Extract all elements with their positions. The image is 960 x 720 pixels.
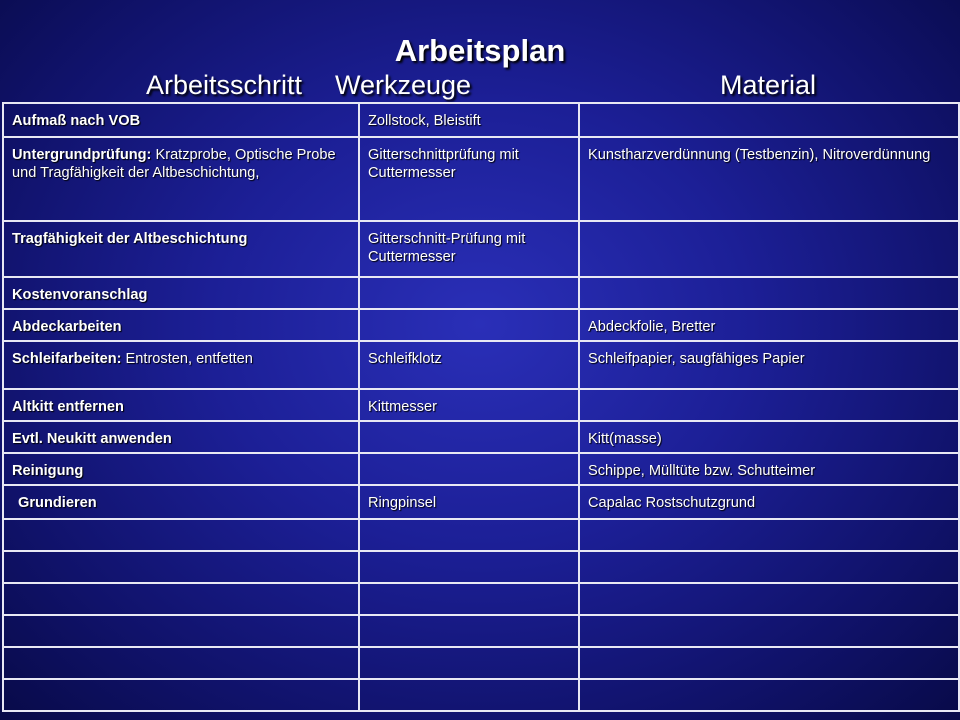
step-cell bbox=[3, 615, 359, 647]
table-row bbox=[3, 519, 959, 551]
material-cell: Kunstharzverdünnung (Testbenzin), Nitroverdünnung bbox=[579, 137, 959, 221]
tool-cell: Kittmesser bbox=[359, 389, 579, 421]
material-cell bbox=[579, 615, 959, 647]
column-headers bbox=[0, 70, 960, 102]
tool-cell: Ringpinsel bbox=[359, 485, 579, 519]
tool-cell bbox=[359, 277, 579, 309]
material-cell: Kitt(masse) bbox=[579, 421, 959, 453]
step-cell bbox=[3, 519, 359, 551]
material-cell: Schleifpapier, saugfähiges Papier bbox=[579, 341, 959, 389]
tool-cell bbox=[359, 519, 579, 551]
step-label: Aufmaß nach VOB bbox=[12, 113, 141, 129]
step-detail: Entrosten, entfetten bbox=[121, 351, 253, 367]
tool-cell bbox=[359, 453, 579, 485]
table-row bbox=[3, 583, 959, 615]
tool-cell bbox=[359, 615, 579, 647]
tool-cell: Zollstock, Bleistift bbox=[359, 103, 579, 137]
step-label: Untergrundprüfung: bbox=[12, 147, 152, 163]
material-cell bbox=[579, 551, 959, 583]
step-label: Tragfähigkeit der Altbeschichtung bbox=[12, 231, 248, 247]
step-cell bbox=[3, 485, 359, 519]
tool-cell bbox=[359, 647, 579, 679]
material-cell bbox=[579, 519, 959, 551]
material-cell bbox=[579, 647, 959, 679]
table-row bbox=[3, 341, 959, 389]
table-row bbox=[3, 221, 959, 277]
material-cell bbox=[579, 583, 959, 615]
table-row bbox=[3, 485, 959, 519]
step-cell bbox=[3, 679, 359, 711]
material-cell: Abdeckfolie, Bretter bbox=[579, 309, 959, 341]
tool-cell bbox=[359, 679, 579, 711]
tool-cell bbox=[359, 309, 579, 341]
table-row bbox=[3, 679, 959, 711]
step-cell bbox=[3, 341, 359, 389]
tool-cell bbox=[359, 583, 579, 615]
table-row bbox=[3, 421, 959, 453]
material-cell bbox=[579, 389, 959, 421]
table-row bbox=[3, 137, 959, 221]
table-row bbox=[3, 309, 959, 341]
step-detail: Kratzprobe, Optische Probe und Tragfähigkeit der Altbeschichtung, bbox=[12, 147, 336, 181]
step-label: Schleifarbeiten: bbox=[12, 351, 122, 367]
step-label: Kostenvoranschlag bbox=[12, 287, 148, 303]
tool-cell: Gitterschnittprüfung mit Cuttermesser bbox=[359, 137, 579, 221]
step-cell bbox=[3, 551, 359, 583]
header-arbeitsschritt: Arbeitsschritt bbox=[146, 70, 303, 100]
material-cell bbox=[579, 103, 959, 137]
step-label: Abdeckarbeiten bbox=[12, 319, 122, 335]
material-cell bbox=[579, 221, 959, 277]
tool-cell: Gitterschnitt-Prüfung mit Cuttermesser bbox=[359, 221, 579, 277]
tool-cell bbox=[359, 421, 579, 453]
table-row bbox=[3, 389, 959, 421]
table-row bbox=[3, 103, 959, 137]
table-row bbox=[3, 615, 959, 647]
table-row bbox=[3, 551, 959, 583]
step-cell bbox=[3, 277, 359, 309]
work-plan-table bbox=[2, 102, 960, 712]
material-cell bbox=[579, 679, 959, 711]
step-cell bbox=[3, 453, 359, 485]
step-label: Evtl. Neukitt anwenden bbox=[12, 431, 172, 447]
step-cell bbox=[3, 583, 359, 615]
step-cell bbox=[3, 221, 359, 277]
page-title: Arbeitsplan bbox=[394, 33, 566, 68]
table-row bbox=[3, 647, 959, 679]
tool-cell: Schleifklotz bbox=[359, 341, 579, 389]
step-cell bbox=[3, 421, 359, 453]
table-row bbox=[3, 277, 959, 309]
header-werkzeuge: Werkzeuge bbox=[335, 70, 472, 100]
material-cell bbox=[579, 277, 959, 309]
step-label: Reinigung bbox=[12, 463, 84, 479]
step-cell bbox=[3, 309, 359, 341]
step-cell bbox=[3, 647, 359, 679]
step-cell bbox=[3, 103, 359, 137]
step-label: Grundieren bbox=[18, 495, 97, 511]
step-cell bbox=[3, 137, 359, 221]
step-cell bbox=[3, 389, 359, 421]
material-cell: Schippe, Mülltüte bzw. Schutteimer bbox=[579, 453, 959, 485]
table-row bbox=[3, 453, 959, 485]
header-material: Material bbox=[720, 70, 817, 100]
step-label: Altkitt entfernen bbox=[12, 399, 124, 415]
tool-cell bbox=[359, 551, 579, 583]
material-cell: Capalac Rostschutzgrund bbox=[579, 485, 959, 519]
